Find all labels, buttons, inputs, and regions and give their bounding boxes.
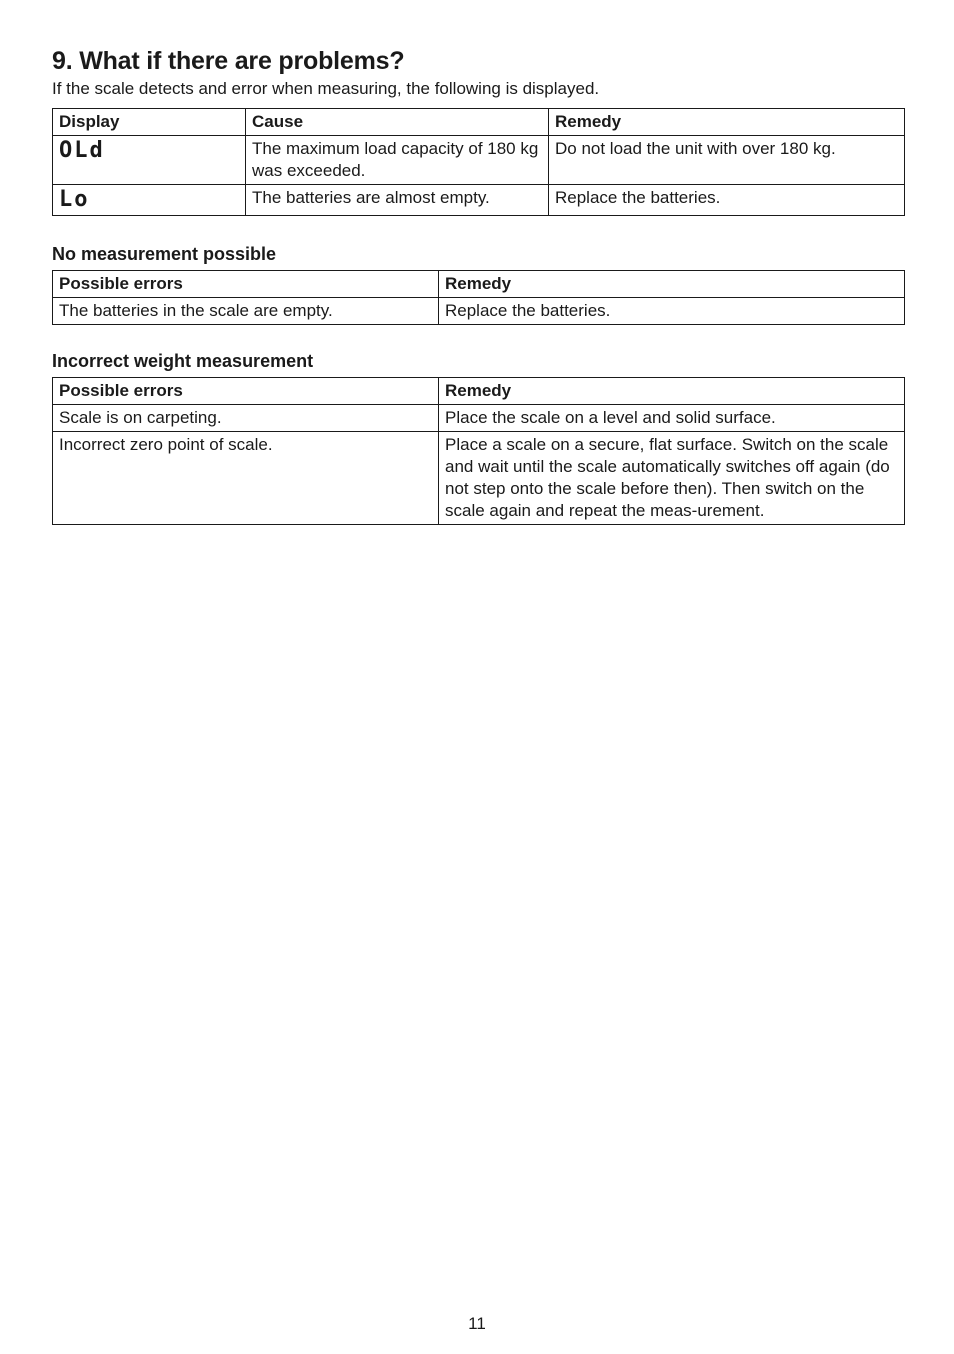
table-header-row (53, 378, 905, 405)
column-header-remedy: Remedy (549, 109, 905, 136)
table-row (53, 405, 905, 432)
cause-cell: The batteries are almost empty. (246, 185, 549, 216)
intro-text: If the scale detects and error when measuring, the following is displayed. (52, 79, 600, 98)
table-row (53, 432, 905, 525)
remedy-cell: Replace the batteries. (439, 298, 905, 325)
no-measurement-table (52, 270, 905, 325)
table-row (53, 298, 905, 325)
section-title: 9. What if there are problems? (52, 47, 405, 75)
error-display-table (52, 108, 905, 216)
error-cell: Scale is on carpeting. (53, 405, 439, 432)
remedy-cell: Do not load the unit with over 180 kg. (549, 136, 905, 185)
display-code-cell (53, 185, 246, 216)
column-header-remedy: Remedy (439, 271, 905, 298)
display-code-cell (53, 136, 246, 185)
error-cell: The batteries in the scale are empty. (53, 298, 439, 325)
cause-cell: The maximum load capacity of 180 kg was exceeded. (246, 136, 549, 185)
subheading-incorrect-weight: Incorrect weight measurement (52, 351, 314, 371)
subheading-no-measurement: No measurement possible (52, 244, 277, 264)
column-header-possible-errors: Possible errors (53, 378, 439, 405)
column-header-cause: Cause (246, 109, 549, 136)
table-row (53, 136, 905, 185)
remedy-cell: Place a scale on a secure, flat surface. Switch on the scale and wait until the scale automatically switches off again (do not step onto the scale before then). Then switch on the scale again and repeat the meas-urement. (439, 432, 905, 525)
remedy-cell: Replace the batteries. (549, 185, 905, 216)
incorrect-weight-table (52, 377, 905, 525)
column-header-remedy: Remedy (439, 378, 905, 405)
lcd-code-old: OLd (59, 138, 105, 163)
column-header-display: Display (53, 109, 246, 136)
manual-page (52, 44, 904, 525)
table-header-row (53, 271, 905, 298)
table-row (53, 185, 905, 216)
error-cell: Incorrect zero point of scale. (53, 432, 439, 525)
column-header-possible-errors: Possible errors (53, 271, 439, 298)
page-number: 11 (468, 1314, 486, 1333)
table-header-row (53, 109, 905, 136)
remedy-cell: Place the scale on a level and solid surface. (439, 405, 905, 432)
lcd-code-lo: Lo (59, 187, 90, 212)
